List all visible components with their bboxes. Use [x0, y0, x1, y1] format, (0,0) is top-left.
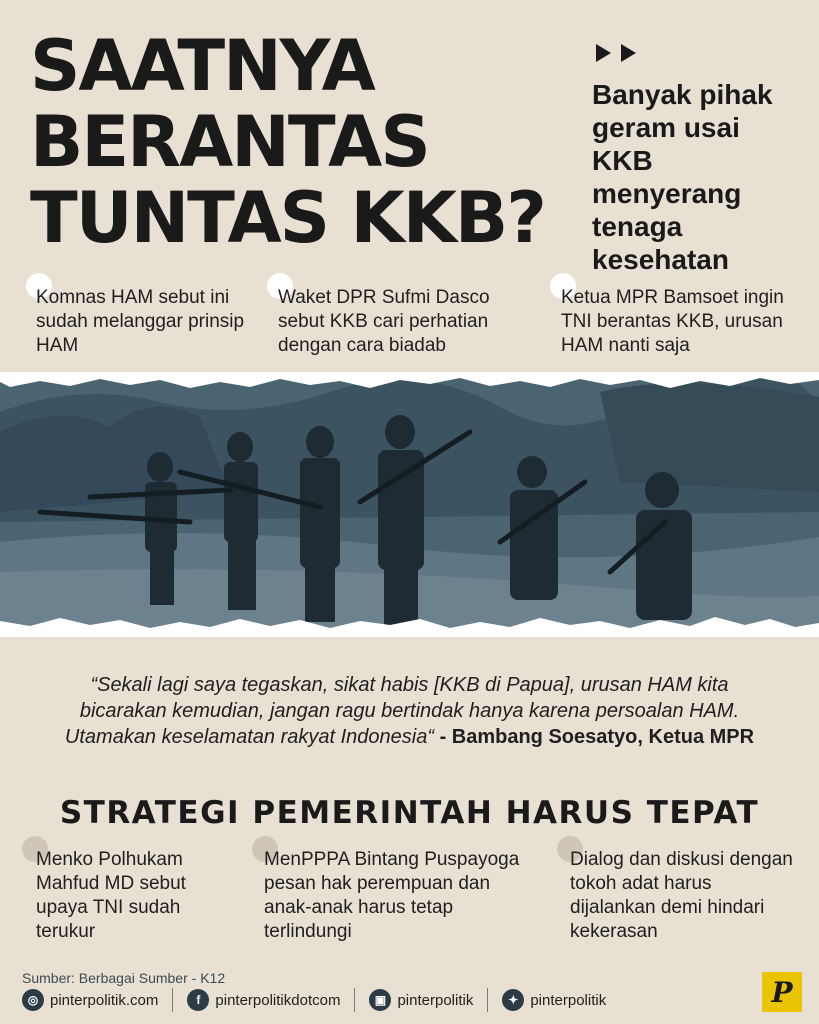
footer-divider	[172, 988, 173, 1012]
website-label: pinterpolitik.com	[50, 991, 159, 1009]
top-point-1: Komnas HAM sebut ini sudah melanggar prinsip HAM	[36, 287, 245, 356]
facebook-label: pinterpolitikdotcom	[215, 991, 341, 1009]
play-icon	[621, 44, 636, 62]
source-note: Sumber: Berbagai Sumber - K12	[22, 970, 226, 986]
social-facebook[interactable]	[187, 989, 340, 1011]
quote-author: - Bambang Soesatyo, Ketua MPR	[439, 726, 755, 748]
footer	[22, 988, 606, 1012]
facebook-icon: f	[187, 989, 209, 1011]
twitter-label: pinterpolitik	[530, 991, 607, 1009]
section-point-3: Dialog dan diskusi dengan tokoh adat harus dijalankan demi hindari kekerasan	[570, 849, 793, 942]
section-point-2: MenPPPA Bintang Puspayoga pesan hak perempuan dan anak-anak harus tetap terlindungi	[264, 849, 520, 942]
pinterpolitik-logo: P	[762, 972, 802, 1012]
torn-edge-bottom	[0, 613, 819, 637]
quote-line-3	[0, 724, 819, 750]
top-point-3: Ketua MPR Bamsoet ingin TNI berantas KKB, urusan HAM nanti saja	[561, 287, 784, 356]
footer-divider	[487, 988, 488, 1012]
twitter-icon: ✦	[502, 989, 524, 1011]
quote-line-1: “Sekali lagi saya tegaskan, sikat habis [KKB di Papua], urusan HAM kita	[90, 674, 729, 696]
quote-line-3-text: Utamakan keselamatan rakyat Indonesia“	[64, 726, 434, 748]
title-line-2: BERANTAS	[30, 101, 429, 183]
globe-icon: ◎	[22, 989, 44, 1011]
social-website[interactable]	[22, 989, 158, 1011]
instagram-label: pinterpolitik	[397, 991, 474, 1009]
subtitle: Banyak pihak geram usai KKB menyerang tenaga kesehatan	[592, 79, 773, 275]
photo-illustration	[0, 372, 819, 637]
torn-edge-top	[0, 372, 819, 394]
main-title	[30, 25, 545, 259]
quote-block	[0, 672, 819, 750]
quote-line-2: bicarakan kemudian, jangan ragu bertindak hanya karena persoalan HAM.	[79, 700, 740, 722]
section-point-1: Menko Polhukam Mahfud MD sebut upaya TNI sudah terukur	[36, 849, 186, 942]
instagram-icon: ▣	[369, 989, 391, 1011]
social-instagram[interactable]	[369, 989, 473, 1011]
title-line-1: SAATNYA	[30, 25, 374, 107]
social-twitter[interactable]	[502, 989, 606, 1011]
top-point-2: Waket DPR Sufmi Dasco sebut KKB cari perhatian dengan cara biadab	[278, 287, 490, 356]
play-icon	[596, 44, 611, 62]
footer-divider	[354, 988, 355, 1012]
play-icons	[596, 44, 636, 62]
section-title: STRATEGI PEMERINTAH HARUS TEPAT	[59, 795, 760, 831]
photo-band	[0, 372, 819, 637]
title-line-3: TUNTAS KKB?	[30, 177, 545, 259]
